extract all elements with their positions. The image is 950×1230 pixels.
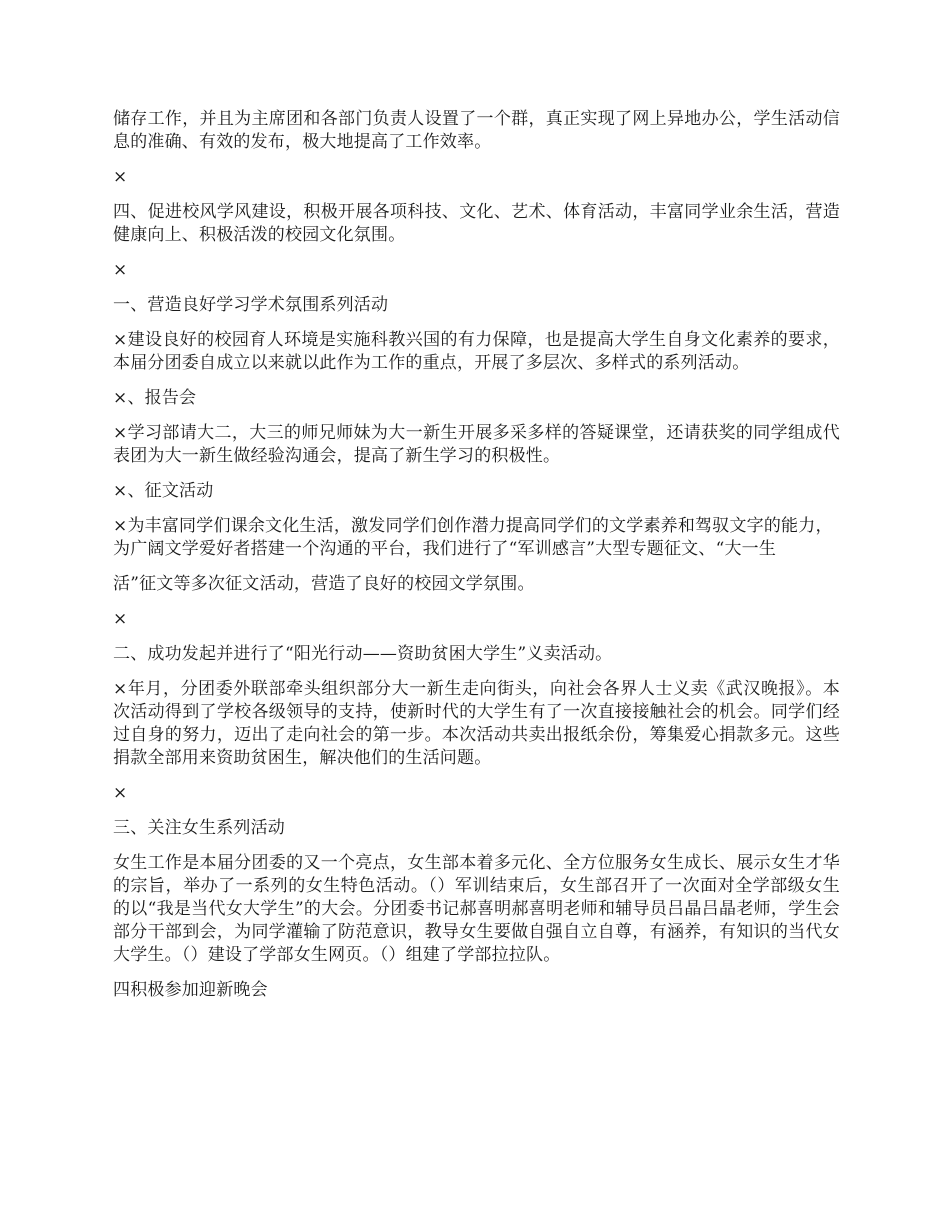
- bullet-marker: ×: [113, 260, 128, 280]
- subheading-report: ×、报告会: [113, 388, 197, 408]
- section-heading-4: 四、促进校风学风建设，积极开展各项科技、文化、艺术、体育活动，丰富同学业余生活，营造健康向上、积极活泼的校园文化氛围。: [113, 202, 840, 245]
- section-heading-welcome-party: 四积极参加迎新晚会: [113, 980, 268, 1000]
- subheading-essay: ×、征文活动: [113, 481, 214, 501]
- bullet-marker: ×: [113, 167, 128, 187]
- section-heading-2: 二、成功发起并进行了“阳光行动——资助贫困大学生”义卖活动。: [113, 644, 613, 664]
- section-heading-3: 三、关注女生系列活动: [113, 818, 285, 838]
- paragraph-essay-continued: 活”征文等多次征文活动，营造了良好的校园文学氛围。: [113, 574, 535, 594]
- bullet-marker: ×: [113, 783, 128, 803]
- paragraph-essay-activity: ×为丰富同学们课余文化生活，激发同学们创作潜力提高同学们的文学素养和驾驭文字的能力，为广阔文学爱好者搭建一个沟通的平台，我们进行了“军训感言”大型专题征文、“大一生: [113, 516, 833, 559]
- paragraph-female-students: 女生工作是本届分团委的又一个亮点，女生部本着多元化、全方位服务女生成长、展示女生才华的宗旨，举办了一系列的女生特色活动。（）军训结束后，女生部召开了一次面对全学部级女生的以“我是当代女大学生”的大会。分团委书记郝喜明郝喜明老师和辅导员吕晶吕晶老师，学生会部分干部到会，为同学灌输了防范意识，教导女生要做自强自立自尊，有涵养，有知识的当代女大学生。（）建设了学部女生网页。（）组建了学部拉拉队。: [113, 853, 840, 965]
- paragraph-campus-environment: ×建设良好的校园育人环境是实施科教兴国的有力保障，也是提高大学生自身文化素养的要求，本届分团委自成立以来就以此作为工作的重点，开展了多层次、多样式的系列活动。: [113, 330, 840, 373]
- section-heading-1: 一、营造良好学习学术氛围系列活动: [113, 295, 389, 315]
- paragraph-intro-storage: 储存工作，并且为主席团和各部门负责人设置了一个群，真正实现了网上异地办公，学生活动信息的准确、有效的发布，极大地提高了工作效率。: [113, 109, 840, 152]
- paragraph-charity-sale: ×年月，分团委外联部牵头组织部分大一新生走向街头，向社会各界人士义卖《武汉晚报》。本次活动得到了学校各级领导的支持，使新时代的大学生有了一次直接接触社会的机会。同学们经过自身的努力，迈出了走向社会的第一步。本次活动共卖出报纸余份，筹集爱心捐款多元。这些捐款全部用来资助贫困生，解决他们的生活问题。: [113, 679, 840, 768]
- document-page: [113, 108, 840, 1014]
- paragraph-study-department: ×学习部请大二，大三的师兄师妹为大一新生开展多采多样的答疑课堂，还请获奖的同学组成代表团为大一新生做经验沟通会，提高了新生学习的积极性。: [113, 423, 840, 466]
- bullet-marker: ×: [113, 609, 128, 629]
